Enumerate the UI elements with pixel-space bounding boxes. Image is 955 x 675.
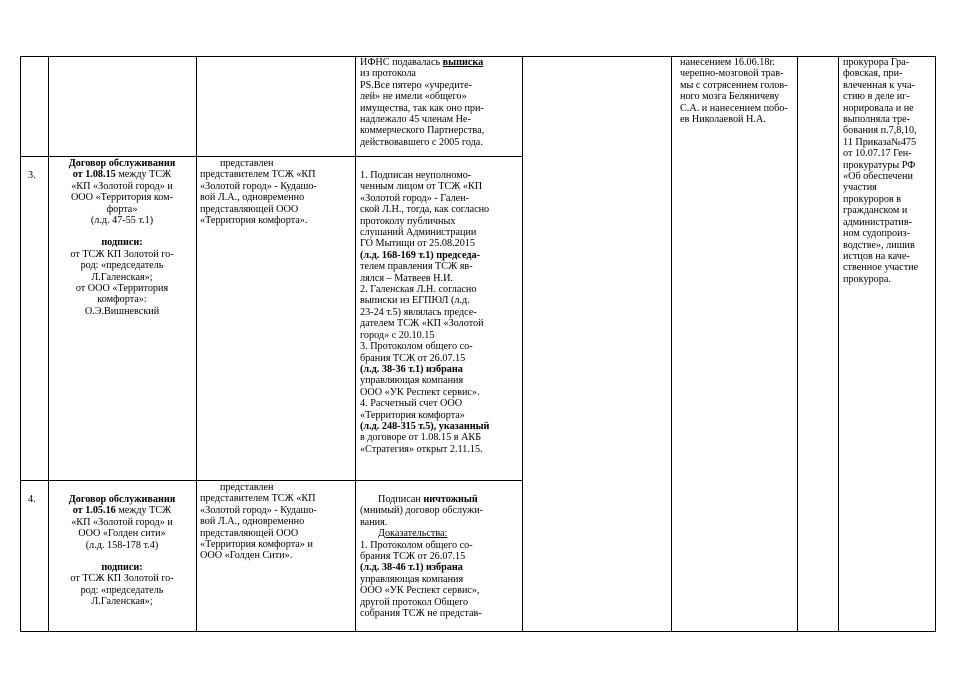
- evidence-line: из протокола: [360, 68, 416, 80]
- rep-line: представляющей ООО: [200, 203, 299, 215]
- contract-line: ООО «Территория ком-: [70, 192, 174, 204]
- evidence-line: управляющая компания: [360, 375, 464, 387]
- prosecutor-line: ственное участие: [843, 262, 919, 274]
- evidence-line: другой протокол Общего: [360, 596, 469, 608]
- prosecutor-line: выполняла тре-: [843, 114, 911, 126]
- evidence-line: собрания ТСЖ не представ-: [360, 608, 482, 620]
- evidence-line: 23-24 т.5) являлась предсе-: [360, 306, 477, 318]
- prosecutor-line: водстве», лишив: [843, 239, 915, 251]
- signature-line: род: «председатель: [80, 584, 164, 596]
- prosecutor-line: стию в деле иг-: [843, 91, 910, 103]
- contract-line: [50, 169, 194, 180]
- row4-evidence-cell: [360, 494, 518, 619]
- evidence-line: ской Л.Н., тогда, как согласно: [360, 204, 490, 216]
- consequence-line: С.А. и нанесением побо-: [680, 102, 788, 114]
- evidence-line: город» с 20.10.15: [360, 329, 435, 341]
- evidence-line: (мнимый) договор обслужи-: [360, 505, 483, 517]
- prosecutor-line: ном судопроиз-: [843, 228, 910, 240]
- contract-line: ООО «Голден сити»: [78, 528, 166, 540]
- signature-line: от ТСЖ КП Золотой го-: [70, 573, 174, 585]
- evidence-line: «Золотой город» - Гален-: [360, 192, 469, 204]
- evidence-line: ченным лицом от ТСЖ «КП: [360, 181, 483, 193]
- prosecutor-line: бования п.7,8,10,: [843, 125, 917, 137]
- prosecutor-line: прокуроров в: [843, 193, 902, 205]
- table-line-v1: [48, 56, 49, 632]
- evidence-line: брания ТСЖ от 26.07.15: [360, 352, 466, 364]
- signature-line: род: «председатель: [80, 260, 164, 272]
- evidence-heading: Доказательства:: [378, 528, 448, 540]
- prosecutor-line: влеченная к уча-: [843, 79, 915, 91]
- spacer: [50, 551, 194, 562]
- table-line-v2: [196, 56, 197, 632]
- rep-line: вой Л.А., одновременно: [200, 516, 305, 528]
- evidence-line: имущества, так как оно при-: [360, 102, 484, 114]
- consequence-cell: [680, 57, 794, 125]
- prosecutor-line: прокуратуры РФ: [843, 159, 916, 171]
- bold-word-vypiska: выписка: [442, 57, 484, 68]
- prosecutor-line: 11 Приказа№475: [843, 136, 917, 148]
- rep-line: представителем ТСЖ «КП: [200, 169, 316, 181]
- table-line-v5: [671, 56, 672, 632]
- rep-line: «Территория комфорта».: [200, 215, 308, 227]
- table-line-v4: [522, 56, 523, 632]
- signatures-title: подписи:: [101, 237, 143, 249]
- bold-word-null: ничтожный: [423, 494, 478, 505]
- spacer: [50, 226, 194, 237]
- evidence-line: 4. Расчетный счет ООО: [360, 398, 463, 410]
- prosecutor-line: участия: [843, 182, 877, 194]
- contract-line: (л.д. 158-178 т.4): [85, 539, 159, 551]
- consequence-line: нанесением 16.06.18г.: [680, 57, 776, 68]
- evidence-line: [360, 494, 518, 505]
- consequence-line: ев Николаевой Н.А.: [680, 114, 766, 126]
- prosecutor-line: фовская, при-: [843, 68, 903, 80]
- row4-number: 4.: [28, 494, 36, 505]
- rep-line: ООО «Голден Сити».: [200, 550, 293, 562]
- consequence-line: ного мозга Беляничеву: [680, 91, 780, 103]
- contract-line: (л.д. 47-55 т.1): [90, 215, 154, 227]
- row4-representative-cell: [200, 482, 352, 562]
- row3-contract-cell: [50, 158, 194, 317]
- contract-date: от 1.08.15: [72, 169, 116, 181]
- evidence-line: (л.д. 38-36 т.1) избрана: [360, 363, 463, 375]
- signatures-title: подписи:: [101, 562, 143, 574]
- contract-line: форта»: [106, 203, 138, 215]
- table-line-v8: [935, 56, 936, 632]
- row3-representative-cell: [200, 158, 352, 226]
- evidence-line: брания ТСЖ от 26.07.15: [360, 551, 466, 563]
- evidence-line: «Территория комфорта»: [360, 409, 465, 421]
- table-line-h-row3: [20, 156, 523, 157]
- table-line-v7: [838, 56, 839, 632]
- evidence-line: PS.Все пятеро «учредите-: [360, 79, 473, 91]
- evidence-line: действовавшего с 2005 года.: [360, 136, 483, 148]
- table-line-v0: [20, 56, 21, 632]
- prosecutor-line: истцов на каче-: [843, 250, 910, 262]
- evidence-line: 1. Протоколом общего со-: [360, 539, 473, 551]
- table-line-v3: [355, 56, 356, 632]
- evidence-line: протоколу публичных: [360, 215, 456, 227]
- table-line-v6: [797, 56, 798, 632]
- rep-line: представителем ТСЖ «КП: [200, 493, 316, 505]
- evidence-line: коммерческого Партнерства,: [360, 125, 485, 137]
- prosecutor-line: административ-: [843, 216, 913, 228]
- top-row-evidence-cell: [360, 57, 518, 148]
- table-line-h-bottom: [20, 631, 936, 632]
- signature-line: Л.Галенская»;: [91, 271, 153, 283]
- evidence-line: 1. Подписан неуполномо-: [360, 170, 472, 181]
- table-line-h-row4: [20, 480, 523, 481]
- contract-title: Договор обслуживания: [68, 158, 176, 169]
- contract-line: «КП «Золотой город» и: [71, 516, 173, 528]
- evidence-line: ООО «УК Респект сервис»,: [360, 585, 480, 597]
- consequence-line: мы с сотрясением голов-: [680, 79, 788, 91]
- evidence-line: лялся – Матвеев Н.И.: [360, 272, 453, 284]
- rep-line: представлен: [220, 158, 274, 169]
- signature-line: О.Э.Вишневский: [84, 305, 160, 317]
- signature-line: от ТСЖ КП Золотой го-: [70, 248, 174, 260]
- row3-number: 3.: [28, 170, 36, 181]
- prosecutor-cell: [843, 57, 935, 285]
- evidence-line: «Стратегия» открыт 2.11.15.: [360, 443, 483, 455]
- rep-line: вой Л.А., одновременно: [200, 192, 305, 204]
- prosecutor-line: гражданском и: [843, 205, 908, 217]
- contract-text: между ТСЖ: [118, 505, 172, 517]
- prosecutor-line: от 10.07.17 Ген-: [843, 148, 912, 160]
- row4-contract-cell: [50, 494, 194, 608]
- prosecutor-line: «Об обеспечени: [843, 171, 913, 183]
- evidence-line: ИФНС подавалась выписка: [360, 57, 484, 68]
- evidence-line: лей» не имели «общего»: [360, 91, 467, 103]
- prosecutor-line: прокурора Гра-: [843, 57, 910, 68]
- evidence-line: (л.д. 248-315 т.5), указанный: [360, 420, 490, 432]
- evidence-line: (л.д. 38-46 т.1) избрана: [360, 562, 463, 574]
- evidence-line: надлежало 45 членам Не-: [360, 114, 471, 126]
- row3-evidence-cell: [360, 170, 518, 455]
- evidence-line: в договоре от 1.08.15 в АКБ: [360, 432, 482, 444]
- evidence-line: (л.д. 168-169 т.1) председа-: [360, 249, 480, 261]
- prosecutor-line: прокурора.: [843, 273, 891, 285]
- evidence-line: дателем ТСЖ «КП «Золотой: [360, 318, 484, 330]
- rep-line: представлен: [220, 482, 274, 493]
- evidence-line: вания.: [360, 516, 388, 528]
- prosecutor-line: норировала и не: [843, 102, 914, 114]
- evidence-line: 2. Галенская Л.Н. согласно: [360, 284, 477, 296]
- evidence-line: телем правления ТСЖ яв-: [360, 261, 473, 273]
- evidence-line: выписки из ЕГПЮЛ (л.д.: [360, 295, 470, 307]
- contract-date: от 1.05.16: [72, 505, 116, 517]
- contract-line: [50, 505, 194, 516]
- evidence-line: 3. Протоколом общего со-: [360, 341, 473, 353]
- contract-title: Договор обслуживания: [68, 494, 176, 505]
- rep-line: представляющей ООО: [200, 527, 299, 539]
- evidence-text: Подписан: [378, 494, 424, 505]
- signature-line: Л.Галенская»;: [91, 596, 153, 608]
- evidence-line: управляющая компания: [360, 573, 464, 585]
- signature-line: комфорта»:: [97, 294, 147, 306]
- contract-text: между ТСЖ: [118, 169, 172, 181]
- signature-line: от ООО «Территория: [75, 283, 169, 295]
- rep-line: «Территория комфорта» и: [200, 539, 313, 551]
- evidence-line: слушаний Администрации: [360, 227, 477, 239]
- rep-line: «Золотой город» - Кудашо-: [200, 180, 317, 192]
- rep-line: «Золотой город» - Кудашо-: [200, 504, 317, 516]
- consequence-line: черепно-мозговой трав-: [680, 68, 784, 80]
- evidence-line: ГО Мытищи от 25.08.2015: [360, 238, 475, 250]
- contract-line: «КП «Золотой город» и: [71, 180, 173, 192]
- evidence-line: ООО «УК Респект сервис».: [360, 386, 480, 398]
